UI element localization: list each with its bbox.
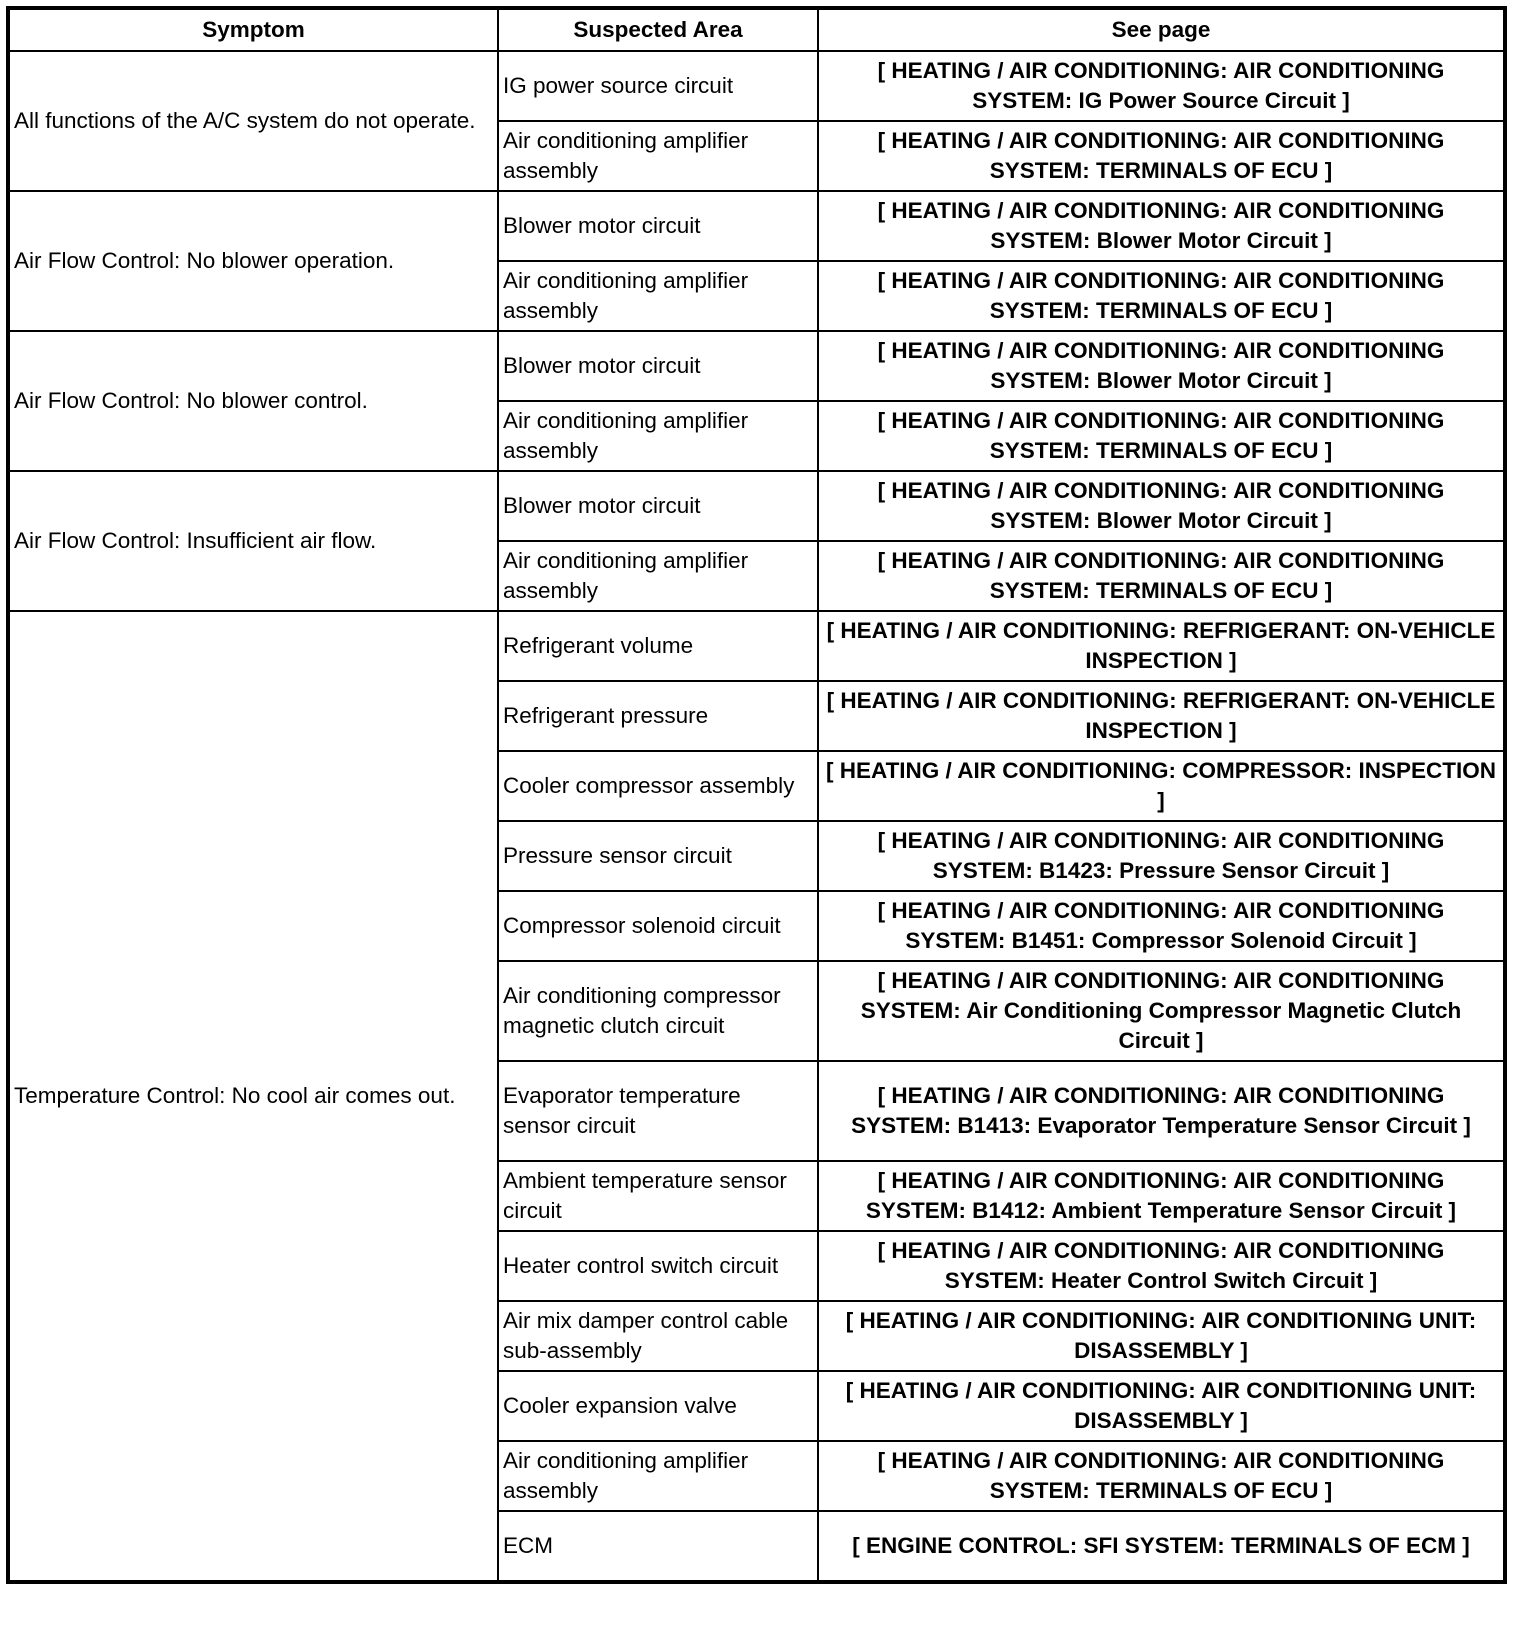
see-page-cell: [ HEATING / AIR CONDITIONING: AIR CONDITIONING SYSTEM: TERMINALS OF ECU ]	[818, 121, 1505, 191]
see-page-cell: [ HEATING / AIR CONDITIONING: AIR CONDITIONING SYSTEM: Blower Motor Circuit ]	[818, 331, 1505, 401]
see-page-cell: [ HEATING / AIR CONDITIONING: AIR CONDITIONING SYSTEM: TERMINALS OF ECU ]	[818, 401, 1505, 471]
symptom-cell: Air Flow Control: No blower operation.	[8, 191, 498, 331]
suspected-area-cell: Air conditioning amplifier assembly	[498, 121, 818, 191]
see-page-cell: [ HEATING / AIR CONDITIONING: AIR CONDITIONING SYSTEM: TERMINALS OF ECU ]	[818, 1441, 1505, 1511]
symptom-cell: Air Flow Control: No blower control.	[8, 331, 498, 471]
see-page-cell: [ HEATING / AIR CONDITIONING: COMPRESSOR: INSPECTION ]	[818, 751, 1505, 821]
suspected-area-cell: Refrigerant pressure	[498, 681, 818, 751]
table-body	[8, 51, 1505, 1582]
see-page-cell: [ HEATING / AIR CONDITIONING: AIR CONDITIONING SYSTEM: B1413: Evaporator Temperature Sensor Circuit ]	[818, 1061, 1505, 1161]
symptom-cell: All functions of the A/C system do not operate.	[8, 51, 498, 191]
suspected-area-cell: Air conditioning amplifier assembly	[498, 401, 818, 471]
header-symptom: Symptom	[8, 8, 498, 51]
see-page-cell: [ HEATING / AIR CONDITIONING: AIR CONDITIONING SYSTEM: B1412: Ambient Temperature Sensor Circuit ]	[818, 1161, 1505, 1231]
header-row	[8, 8, 1505, 51]
suspected-area-cell: Evaporator temperature sensor circuit	[498, 1061, 818, 1161]
suspected-area-cell: ECM	[498, 1511, 818, 1582]
suspected-area-cell: Air conditioning amplifier assembly	[498, 261, 818, 331]
header-suspected-area: Suspected Area	[498, 8, 818, 51]
suspected-area-cell: IG power source circuit	[498, 51, 818, 121]
see-page-cell: [ HEATING / AIR CONDITIONING: AIR CONDITIONING SYSTEM: Blower Motor Circuit ]	[818, 471, 1505, 541]
see-page-cell: [ HEATING / AIR CONDITIONING: AIR CONDITIONING SYSTEM: Air Conditioning Compressor Magnetic Clutch Circuit ]	[818, 961, 1505, 1061]
see-page-cell: [ HEATING / AIR CONDITIONING: AIR CONDITIONING UNIT: DISASSEMBLY ]	[818, 1301, 1505, 1371]
see-page-cell: [ HEATING / AIR CONDITIONING: REFRIGERANT: ON-VEHICLE INSPECTION ]	[818, 681, 1505, 751]
header-see-page: See page	[818, 8, 1505, 51]
suspected-area-cell: Air conditioning compressor magnetic clutch circuit	[498, 961, 818, 1061]
suspected-area-cell: Heater control switch circuit	[498, 1231, 818, 1301]
suspected-area-cell: Cooler compressor assembly	[498, 751, 818, 821]
suspected-area-cell: Air conditioning amplifier assembly	[498, 1441, 818, 1511]
see-page-cell: [ HEATING / AIR CONDITIONING: REFRIGERANT: ON-VEHICLE INSPECTION ]	[818, 611, 1505, 681]
suspected-area-cell: Blower motor circuit	[498, 471, 818, 541]
symptom-cell: Air Flow Control: Insufficient air flow.	[8, 471, 498, 611]
suspected-area-cell: Pressure sensor circuit	[498, 821, 818, 891]
see-page-cell: [ HEATING / AIR CONDITIONING: AIR CONDITIONING SYSTEM: TERMINALS OF ECU ]	[818, 261, 1505, 331]
see-page-cell: [ HEATING / AIR CONDITIONING: AIR CONDITIONING SYSTEM: Heater Control Switch Circuit ]	[818, 1231, 1505, 1301]
see-page-cell: [ HEATING / AIR CONDITIONING: AIR CONDITIONING SYSTEM: B1423: Pressure Sensor Circuit ]	[818, 821, 1505, 891]
see-page-cell: [ ENGINE CONTROL: SFI SYSTEM: TERMINALS OF ECM ]	[818, 1511, 1505, 1582]
table-row	[8, 471, 1505, 541]
table-row	[8, 611, 1505, 681]
see-page-cell: [ HEATING / AIR CONDITIONING: AIR CONDITIONING UNIT: DISASSEMBLY ]	[818, 1371, 1505, 1441]
suspected-area-cell: Compressor solenoid circuit	[498, 891, 818, 961]
suspected-area-cell: Ambient temperature sensor circuit	[498, 1161, 818, 1231]
table-row	[8, 331, 1505, 401]
suspected-area-cell: Blower motor circuit	[498, 331, 818, 401]
see-page-cell: [ HEATING / AIR CONDITIONING: AIR CONDITIONING SYSTEM: IG Power Source Circuit ]	[818, 51, 1505, 121]
suspected-area-cell: Air mix damper control cable sub-assembly	[498, 1301, 818, 1371]
suspected-area-cell: Refrigerant volume	[498, 611, 818, 681]
see-page-cell: [ HEATING / AIR CONDITIONING: AIR CONDITIONING SYSTEM: TERMINALS OF ECU ]	[818, 541, 1505, 611]
table-row	[8, 51, 1505, 121]
suspected-area-cell: Cooler expansion valve	[498, 1371, 818, 1441]
see-page-cell: [ HEATING / AIR CONDITIONING: AIR CONDITIONING SYSTEM: B1451: Compressor Solenoid Circuit ]	[818, 891, 1505, 961]
table-row	[8, 191, 1505, 261]
suspected-area-cell: Air conditioning amplifier assembly	[498, 541, 818, 611]
see-page-cell: [ HEATING / AIR CONDITIONING: AIR CONDITIONING SYSTEM: Blower Motor Circuit ]	[818, 191, 1505, 261]
suspected-area-cell: Blower motor circuit	[498, 191, 818, 261]
symptom-cell: Temperature Control: No cool air comes out.	[8, 611, 498, 1582]
troubleshooting-table	[6, 6, 1507, 1584]
